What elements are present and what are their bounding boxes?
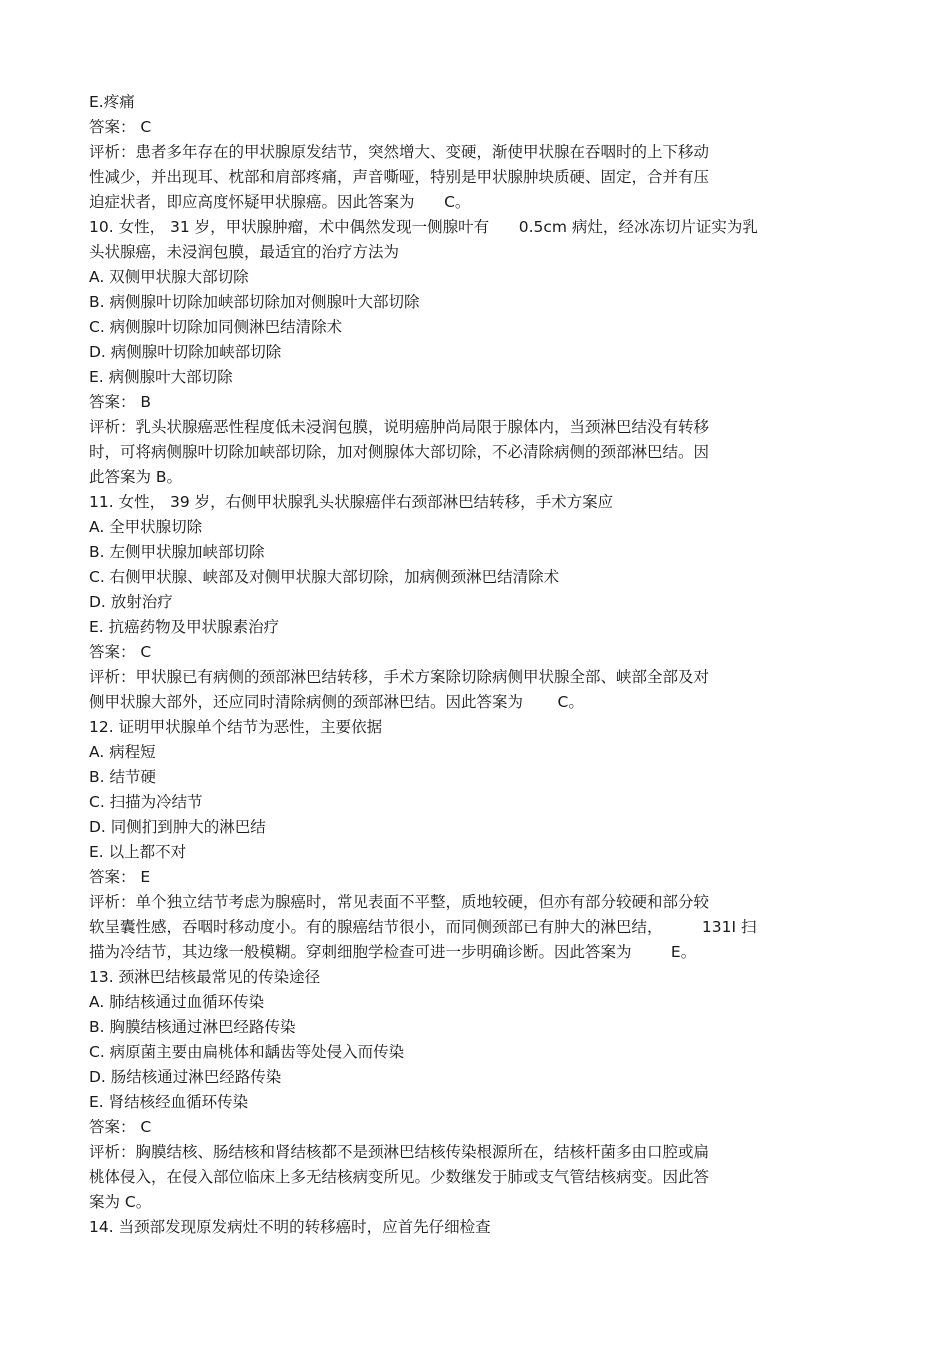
text-line: 11. 女性， 39 岁，右侧甲状腺乳头状腺癌伴右颈部淋巴结转移，手术方案应	[89, 493, 614, 511]
text-line: 描为冷结节，其边缘一般模糊。穿刺细胞学检查可进一步明确诊断。因此答案为 E。	[89, 943, 697, 961]
text-line: B. 结节硬	[89, 768, 156, 786]
text-line: 答案： C	[89, 118, 152, 136]
text-line: 桃体侵入，在侵入部位临床上多无结核病变所见。少数继发于肺或支气管结核病变。因此答	[89, 1168, 710, 1186]
text-line: C. 病侧腺叶切除加同侧淋巴结清除术	[89, 318, 343, 336]
text-line: 评析：单个独立结节考虑为腺癌时，常见表面不平整，质地较硬，但亦有部分较硬和部分较	[89, 893, 710, 911]
text-line: B. 左侧甲状腺加峡部切除	[89, 543, 265, 561]
text-line: E. 肾结核经血循环传染	[89, 1093, 249, 1111]
text-line: E.疼痛	[89, 93, 135, 111]
text-line: 13. 颈淋巴结核最常见的传染途径	[89, 968, 321, 986]
text-line: E. 以上都不对	[89, 843, 187, 861]
text-line: 软呈囊性感，吞咽时移动度小。有的腺癌结节很小，而同侧颈部已有肿大的淋巴结， 131I 扫	[89, 918, 757, 936]
text-line: 评析：乳头状腺癌恶性程度低未浸润包膜，说明癌肿尚局限于腺体内，当颈淋巴结没有转移	[89, 418, 710, 436]
text-line: D. 同侧扪到肿大的淋巴结	[89, 818, 266, 836]
text-line: 答案： C	[89, 1118, 152, 1136]
text-line: 时，可将病侧腺叶切除加峡部切除，加对侧腺体大部切除，不必清除病侧的颈部淋巴结。因	[89, 443, 710, 461]
text-line: B. 病侧腺叶切除加峡部切除加对侧腺叶大部切除	[89, 293, 420, 311]
text-line: D. 放射治疗	[89, 593, 173, 611]
text-line: 答案： E	[89, 868, 151, 886]
text-line: 评析：胸膜结核、肠结核和肾结核都不是颈淋巴结核传染根源所在，结核杆菌多由口腔或扁	[89, 1143, 710, 1161]
text-line: D. 病侧腺叶切除加峡部切除	[89, 343, 282, 361]
text-line: A. 双侧甲状腺大部切除	[89, 268, 249, 286]
text-line: 此答案为 B。	[89, 468, 183, 486]
text-line: 10. 女性， 31 岁，甲状腺肿瘤，术中偶然发现一侧腺叶有 0.5cm 病灶，经冰冻切片证实为乳	[89, 218, 758, 236]
text-line: 12. 证明甲状腺单个结节为恶性，主要依据	[89, 718, 383, 736]
text-line: 迫症状者，即应高度怀疑甲状腺癌。因此答案为 C。	[89, 193, 471, 211]
document-body	[89, 90, 869, 1240]
text-line: D. 肠结核通过淋巴经路传染	[89, 1068, 282, 1086]
text-line: 评析：患者多年存在的甲状腺原发结节，突然增大、变硬，渐使甲状腺在吞咽时的上下移动	[89, 143, 710, 161]
text-line: A. 病程短	[89, 743, 156, 761]
text-line: C. 病原菌主要由扁桃体和龋齿等处侵入而传染	[89, 1043, 405, 1061]
text-line: 性减少，并出现耳、枕部和肩部疼痛，声音嘶哑，特别是甲状腺肿块质硬、固定，合并有压	[89, 168, 710, 186]
text-line: 案为 C。	[89, 1193, 152, 1211]
text-line: 评析：甲状腺已有病侧的颈部淋巴结转移，手术方案除切除病侧甲状腺全部、峡部全部及对	[89, 668, 710, 686]
text-line: E. 病侧腺叶大部切除	[89, 368, 233, 386]
text-line: C. 扫描为冷结节	[89, 793, 203, 811]
text-line: C. 右侧甲状腺、峡部及对侧甲状腺大部切除，加病侧颈淋巴结清除术	[89, 568, 560, 586]
text-line: 答案： B	[89, 393, 152, 411]
text-line: 答案： C	[89, 643, 152, 661]
text-line: A. 全甲状腺切除	[89, 518, 203, 536]
text-line: 侧甲状腺大部外，还应同时清除病侧的颈部淋巴结。因此答案为 C。	[89, 693, 584, 711]
text-line: 14. 当颈部发现原发病灶不明的转移癌时，应首先仔细检查	[89, 1218, 491, 1236]
text-line: E. 抗癌药物及甲状腺素治疗	[89, 618, 280, 636]
text-line: 头状腺癌，未浸润包膜，最适宜的治疗方法为	[89, 243, 400, 261]
text-line: A. 肺结核通过血循环传染	[89, 993, 265, 1011]
text-line: B. 胸膜结核通过淋巴经路传染	[89, 1018, 296, 1036]
